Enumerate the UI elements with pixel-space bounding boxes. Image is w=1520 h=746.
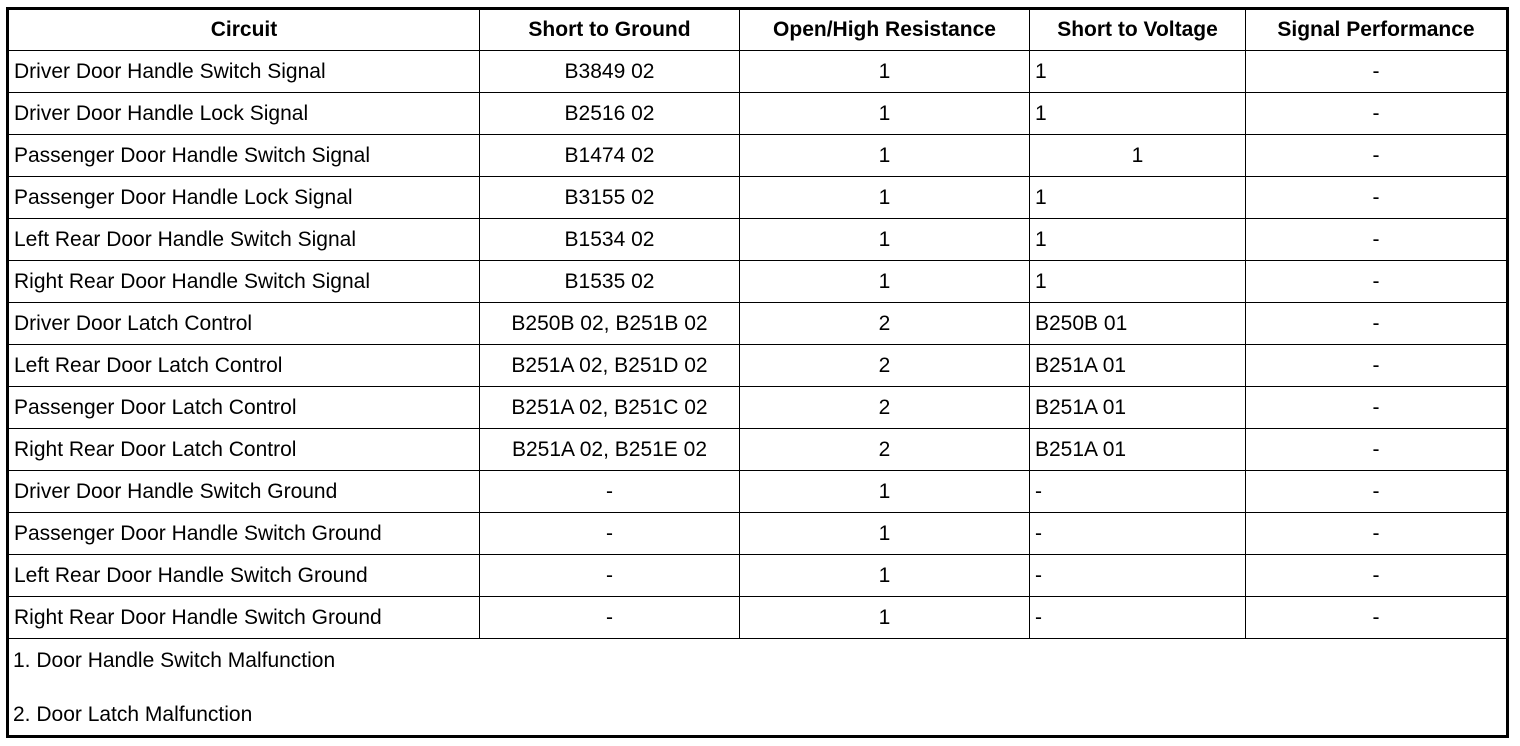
cell-circuit: Passenger Door Handle Switch Signal bbox=[8, 135, 480, 177]
cell-circuit: Left Rear Door Handle Switch Signal bbox=[8, 219, 480, 261]
notes-row bbox=[8, 639, 1508, 737]
cell-open-high-resistance: 1 bbox=[740, 93, 1030, 135]
cell-open-high-resistance: 1 bbox=[740, 51, 1030, 93]
cell-open-high-resistance: 1 bbox=[740, 513, 1030, 555]
table-row bbox=[8, 387, 1508, 429]
cell-short-to-ground: B3849 02 bbox=[480, 51, 740, 93]
cell-circuit: Right Rear Door Handle Switch Ground bbox=[8, 597, 480, 639]
cell-short-to-ground: B251A 02, B251E 02 bbox=[480, 429, 740, 471]
cell-short-to-voltage: - bbox=[1030, 555, 1246, 597]
table-row bbox=[8, 219, 1508, 261]
cell-short-to-ground: B3155 02 bbox=[480, 177, 740, 219]
table-row bbox=[8, 555, 1508, 597]
cell-circuit: Right Rear Door Handle Switch Signal bbox=[8, 261, 480, 303]
cell-open-high-resistance: 1 bbox=[740, 135, 1030, 177]
cell-short-to-ground: - bbox=[480, 555, 740, 597]
cell-short-to-voltage: B251A 01 bbox=[1030, 345, 1246, 387]
table-row bbox=[8, 345, 1508, 387]
note-2: 2. Door Latch Malfunction bbox=[13, 703, 253, 726]
table-row bbox=[8, 177, 1508, 219]
cell-signal-performance: - bbox=[1246, 261, 1508, 303]
header-short-to-voltage: Short to Voltage bbox=[1030, 9, 1246, 51]
cell-signal-performance: - bbox=[1246, 387, 1508, 429]
cell-short-to-ground: B251A 02, B251C 02 bbox=[480, 387, 740, 429]
cell-circuit: Driver Door Handle Lock Signal bbox=[8, 93, 480, 135]
cell-short-to-ground: B1534 02 bbox=[480, 219, 740, 261]
cell-signal-performance: - bbox=[1246, 219, 1508, 261]
cell-short-to-voltage: B251A 01 bbox=[1030, 387, 1246, 429]
table-row bbox=[8, 513, 1508, 555]
header-short-to-ground: Short to Ground bbox=[480, 9, 740, 51]
cell-circuit: Right Rear Door Latch Control bbox=[8, 429, 480, 471]
cell-open-high-resistance: 2 bbox=[740, 387, 1030, 429]
table-row bbox=[8, 261, 1508, 303]
table-row bbox=[8, 303, 1508, 345]
table-row bbox=[8, 471, 1508, 513]
cell-signal-performance: - bbox=[1246, 303, 1508, 345]
cell-open-high-resistance: 2 bbox=[740, 303, 1030, 345]
header-signal-performance: Signal Performance bbox=[1246, 9, 1508, 51]
cell-open-high-resistance: 2 bbox=[740, 345, 1030, 387]
table-row bbox=[8, 93, 1508, 135]
cell-short-to-voltage: B250B 01 bbox=[1030, 303, 1246, 345]
cell-short-to-ground: B2516 02 bbox=[480, 93, 740, 135]
cell-signal-performance: - bbox=[1246, 471, 1508, 513]
cell-signal-performance: - bbox=[1246, 555, 1508, 597]
cell-circuit: Driver Door Latch Control bbox=[8, 303, 480, 345]
cell-short-to-ground: - bbox=[480, 513, 740, 555]
cell-signal-performance: - bbox=[1246, 51, 1508, 93]
cell-short-to-voltage: 1 bbox=[1030, 93, 1246, 135]
cell-circuit: Passenger Door Handle Lock Signal bbox=[8, 177, 480, 219]
cell-open-high-resistance: 1 bbox=[740, 261, 1030, 303]
notes-cell bbox=[8, 639, 1508, 737]
header-circuit: Circuit bbox=[8, 9, 480, 51]
cell-short-to-voltage: - bbox=[1030, 471, 1246, 513]
cell-signal-performance: - bbox=[1246, 429, 1508, 471]
cell-signal-performance: - bbox=[1246, 345, 1508, 387]
cell-short-to-ground: B1474 02 bbox=[480, 135, 740, 177]
cell-signal-performance: - bbox=[1246, 513, 1508, 555]
header-open-high-resistance: Open/High Resistance bbox=[740, 9, 1030, 51]
cell-circuit: Left Rear Door Latch Control bbox=[8, 345, 480, 387]
cell-open-high-resistance: 1 bbox=[740, 471, 1030, 513]
cell-short-to-voltage: - bbox=[1030, 513, 1246, 555]
dtc-circuit-table bbox=[6, 7, 1509, 738]
cell-open-high-resistance: 1 bbox=[740, 177, 1030, 219]
cell-short-to-voltage: - bbox=[1030, 597, 1246, 639]
cell-short-to-ground: - bbox=[480, 597, 740, 639]
cell-short-to-ground: B250B 02, B251B 02 bbox=[480, 303, 740, 345]
cell-signal-performance: - bbox=[1246, 597, 1508, 639]
cell-open-high-resistance: 2 bbox=[740, 429, 1030, 471]
table-row bbox=[8, 51, 1508, 93]
note-1: 1. Door Handle Switch Malfunction bbox=[13, 649, 336, 672]
cell-circuit: Passenger Door Latch Control bbox=[8, 387, 480, 429]
cell-short-to-ground: B251A 02, B251D 02 bbox=[480, 345, 740, 387]
header-row bbox=[8, 9, 1508, 51]
cell-open-high-resistance: 1 bbox=[740, 555, 1030, 597]
cell-signal-performance: - bbox=[1246, 177, 1508, 219]
table-row bbox=[8, 135, 1508, 177]
cell-open-high-resistance: 1 bbox=[740, 597, 1030, 639]
cell-short-to-ground: B1535 02 bbox=[480, 261, 740, 303]
cell-short-to-voltage: 1 bbox=[1030, 135, 1246, 177]
cell-circuit: Passenger Door Handle Switch Ground bbox=[8, 513, 480, 555]
table-row bbox=[8, 597, 1508, 639]
cell-circuit: Driver Door Handle Switch Signal bbox=[8, 51, 480, 93]
cell-short-to-ground: - bbox=[480, 471, 740, 513]
table-body bbox=[8, 51, 1508, 639]
cell-short-to-voltage: B251A 01 bbox=[1030, 429, 1246, 471]
cell-circuit: Driver Door Handle Switch Ground bbox=[8, 471, 480, 513]
cell-short-to-voltage: 1 bbox=[1030, 261, 1246, 303]
cell-circuit: Left Rear Door Handle Switch Ground bbox=[8, 555, 480, 597]
table-row bbox=[8, 429, 1508, 471]
cell-short-to-voltage: 1 bbox=[1030, 177, 1246, 219]
cell-short-to-voltage: 1 bbox=[1030, 219, 1246, 261]
cell-signal-performance: - bbox=[1246, 135, 1508, 177]
cell-signal-performance: - bbox=[1246, 93, 1508, 135]
cell-short-to-voltage: 1 bbox=[1030, 51, 1246, 93]
cell-open-high-resistance: 1 bbox=[740, 219, 1030, 261]
